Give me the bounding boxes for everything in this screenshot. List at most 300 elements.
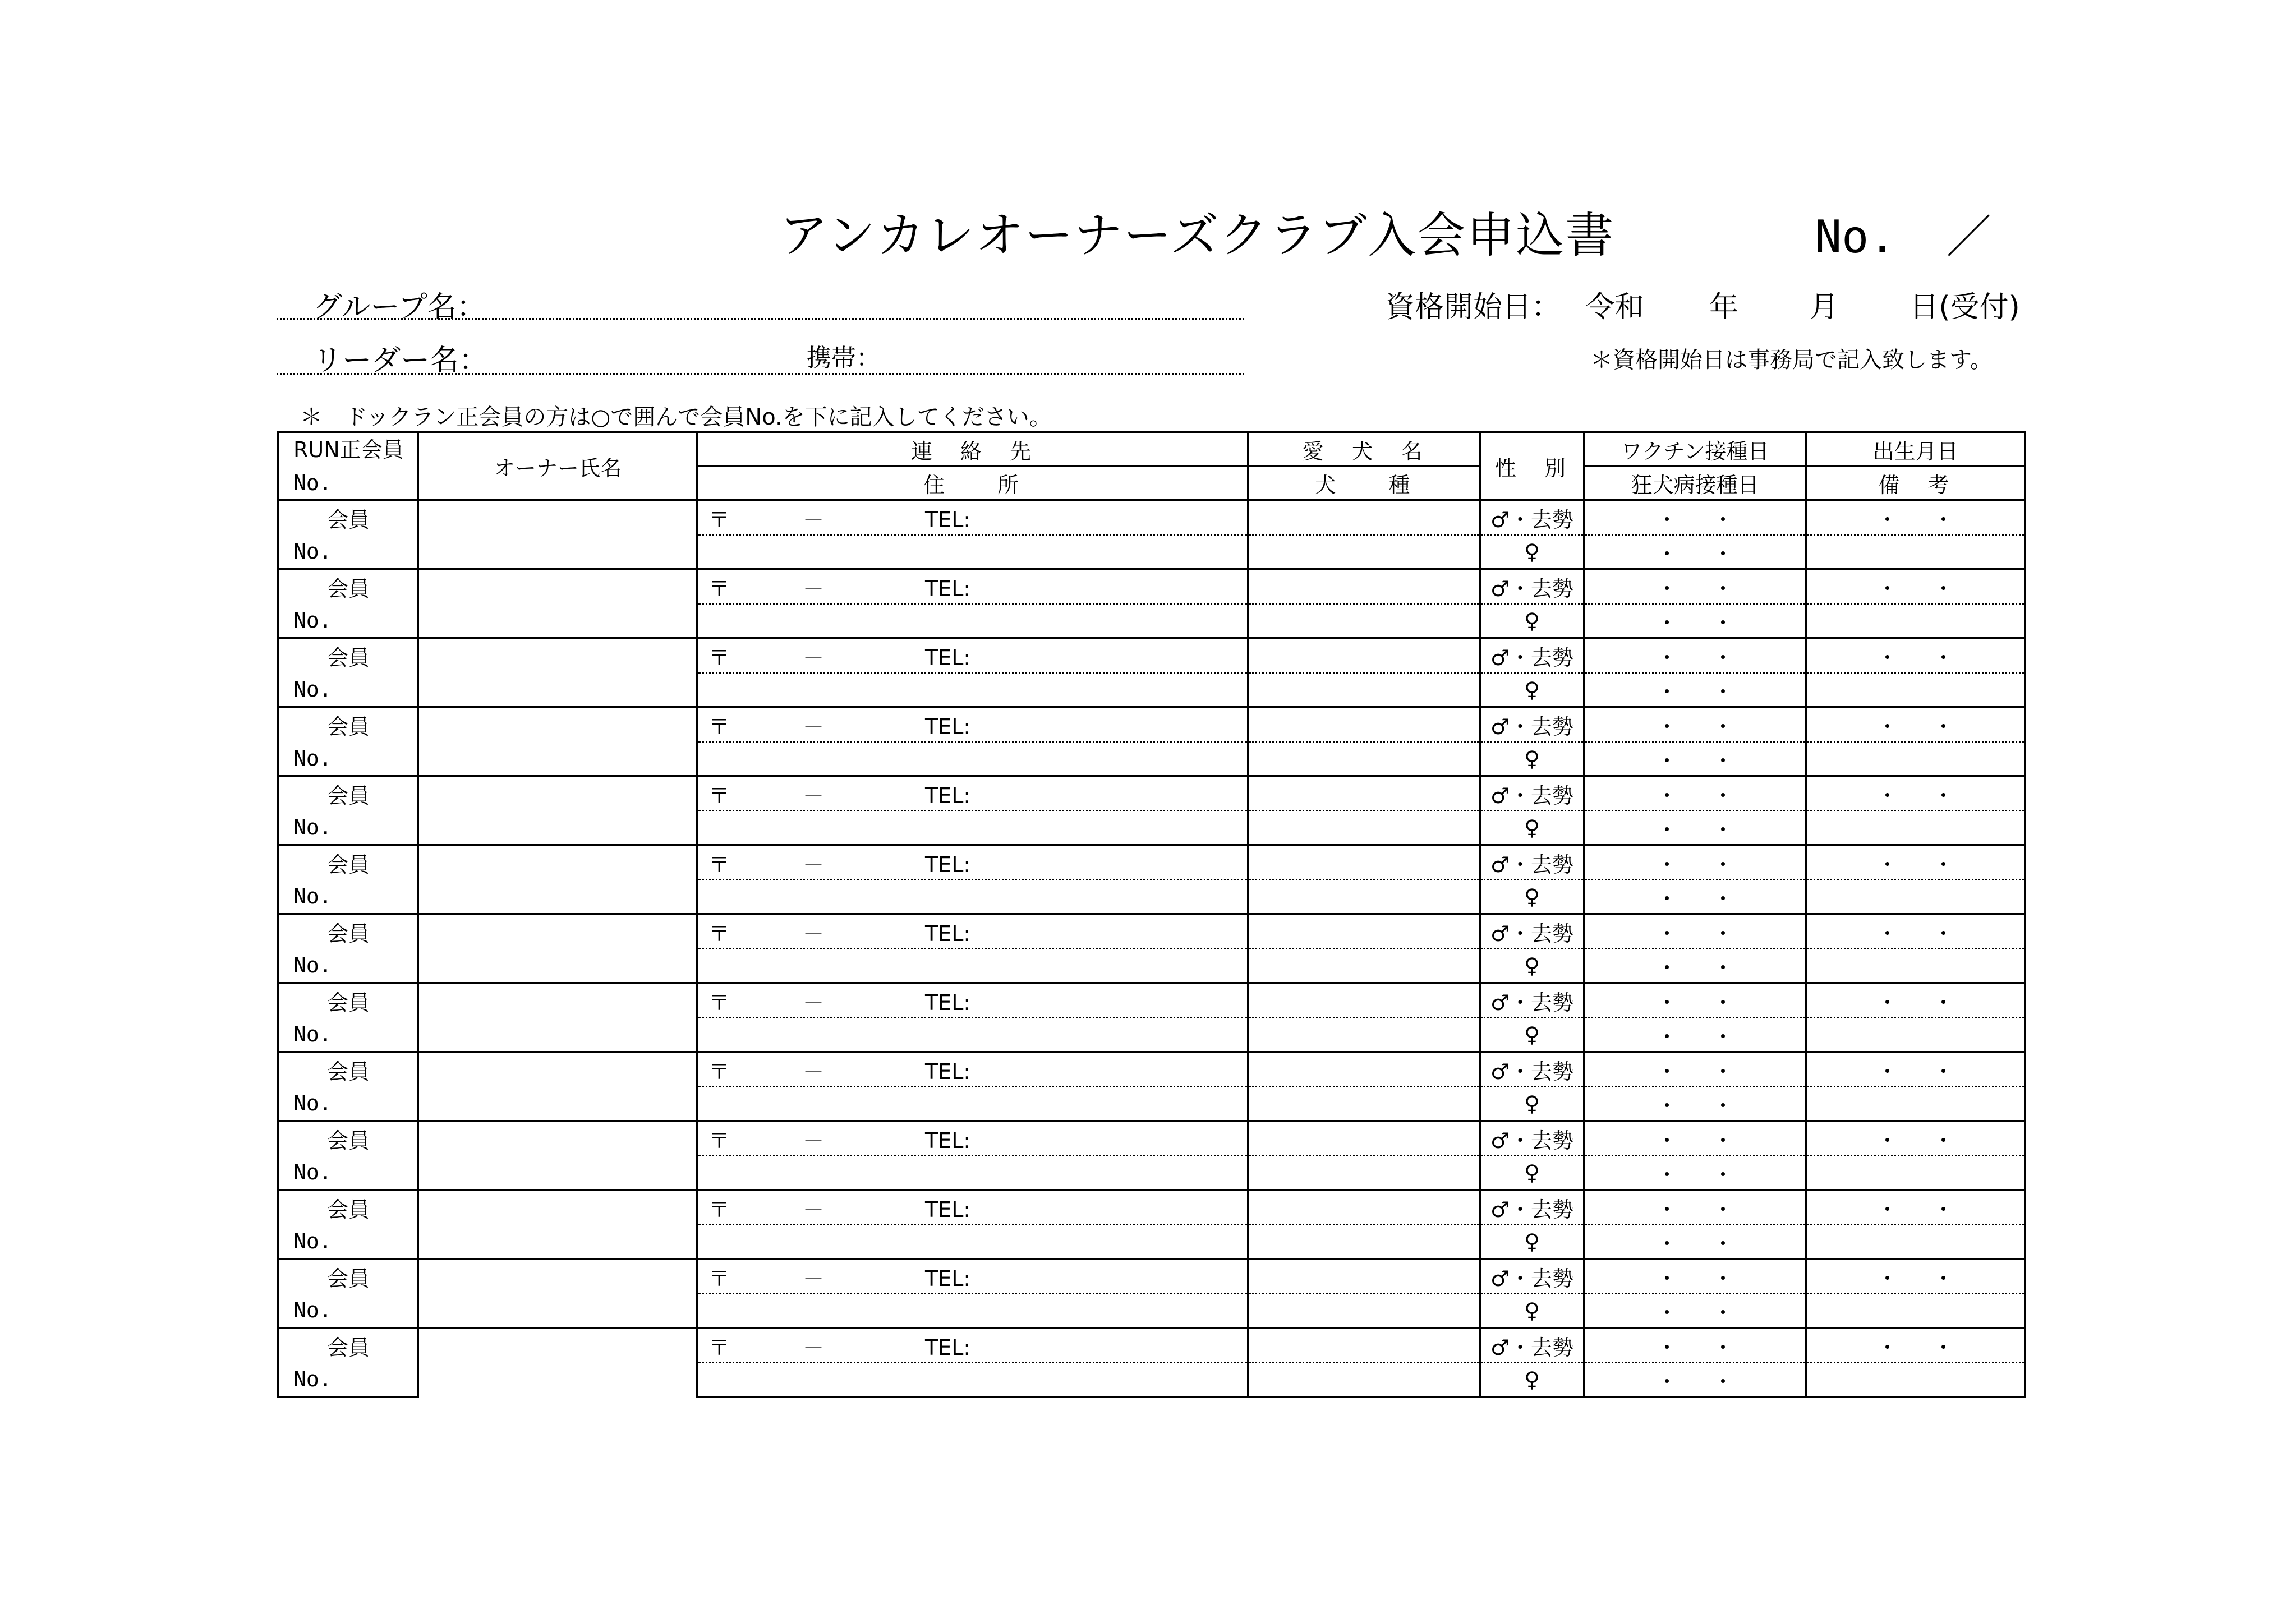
- vaccine-date-cell[interactable]: [1584, 845, 1806, 880]
- birth-date-cell[interactable]: [1806, 776, 2025, 811]
- member-no-cell[interactable]: No.: [278, 949, 418, 984]
- rabies-date-cell[interactable]: [1584, 604, 1806, 639]
- postal-mark: 〒: [708, 645, 730, 670]
- contact-cell[interactable]: [697, 569, 1248, 604]
- vaccine-date-cell[interactable]: [1584, 569, 1806, 604]
- dog-breed-cell[interactable]: [1248, 1294, 1480, 1329]
- member-label[interactable]: 会員: [278, 1121, 418, 1156]
- date-dot: ・: [1712, 1300, 1734, 1325]
- contact-cell[interactable]: [697, 707, 1248, 742]
- contact-cell[interactable]: [697, 1052, 1248, 1087]
- date-dot: ・: [1932, 990, 1954, 1015]
- sex-female-option[interactable]: ♀: [1480, 1294, 1584, 1329]
- sex-female-option[interactable]: ♀: [1480, 880, 1584, 915]
- remarks-cell[interactable]: [1806, 1156, 2025, 1191]
- date-dot: ・: [1932, 576, 1954, 601]
- remarks-cell[interactable]: [1806, 535, 2025, 570]
- member-label[interactable]: 会員: [278, 845, 418, 880]
- tel-label: TEL:: [925, 783, 971, 808]
- month-label: 月: [1809, 291, 1839, 324]
- date-dot: ・: [1656, 645, 1678, 670]
- sex-female-option[interactable]: ♀: [1480, 1087, 1584, 1122]
- header-dog-name: 愛 犬 名: [1248, 432, 1480, 466]
- application-table: [277, 431, 2026, 1398]
- mobile-label: 携帯：: [807, 344, 881, 372]
- vaccine-date-cell[interactable]: [1584, 1190, 1806, 1225]
- birth-date-cell[interactable]: [1806, 983, 2025, 1018]
- group-name-label: グループ名：: [313, 291, 486, 324]
- sex-female-option[interactable]: ♀: [1480, 673, 1584, 708]
- contact-cell[interactable]: [697, 983, 1248, 1018]
- dog-breed-cell[interactable]: [1248, 880, 1480, 915]
- contact-cell[interactable]: [697, 1328, 1248, 1363]
- vaccine-date-cell[interactable]: [1584, 776, 1806, 811]
- remarks-cell[interactable]: [1806, 742, 2025, 777]
- dog-breed-cell[interactable]: [1248, 811, 1480, 846]
- table-row: [278, 1328, 2025, 1363]
- member-no-cell[interactable]: No.: [278, 1363, 418, 1398]
- dog-breed-cell[interactable]: [1248, 673, 1480, 708]
- date-dot: ・: [1656, 990, 1678, 1015]
- date-dot: ・: [1712, 1335, 1734, 1360]
- address-cell[interactable]: [697, 880, 1248, 915]
- birth-date-cell[interactable]: [1806, 1259, 2025, 1294]
- contact-cell[interactable]: [697, 845, 1248, 880]
- address-cell[interactable]: [697, 1294, 1248, 1329]
- date-dot: ・: [1876, 645, 1898, 670]
- form-title: アンカレオーナーズクラブ入会申込書: [780, 208, 1615, 264]
- rabies-date-cell[interactable]: [1584, 1087, 1806, 1122]
- address-cell[interactable]: [697, 811, 1248, 846]
- date-dot: ・: [1932, 852, 1954, 877]
- date-dot: ・: [1712, 1024, 1734, 1049]
- date-dot: ・: [1712, 576, 1734, 601]
- header-row-1: [278, 432, 2025, 466]
- birth-date-cell[interactable]: [1806, 914, 2025, 949]
- table-row: [278, 1121, 2025, 1156]
- dog-breed-cell[interactable]: [1248, 949, 1480, 984]
- tel-label: TEL:: [925, 507, 971, 532]
- rabies-date-cell[interactable]: [1584, 742, 1806, 777]
- form-number-slash: ／: [1946, 211, 1991, 263]
- rabies-date-cell[interactable]: [1584, 673, 1806, 708]
- date-dot: ・: [1712, 886, 1734, 911]
- vaccine-date-cell[interactable]: [1584, 1121, 1806, 1156]
- date-dot: ・: [1656, 679, 1678, 704]
- table-row: [278, 707, 2025, 742]
- start-date-label: 資格開始日：: [1386, 291, 1561, 324]
- vaccine-date-cell[interactable]: [1584, 1052, 1806, 1087]
- remarks-cell[interactable]: [1806, 1363, 2025, 1398]
- rabies-date-cell[interactable]: [1584, 1294, 1806, 1329]
- date-dot: ・: [1876, 1335, 1898, 1360]
- address-cell[interactable]: [697, 1156, 1248, 1191]
- header-run-member: RUN正会員: [278, 432, 418, 466]
- member-no-cell[interactable]: No.: [278, 742, 418, 777]
- birth-date-cell[interactable]: [1806, 845, 2025, 880]
- address-cell[interactable]: [697, 535, 1248, 570]
- contact-cell[interactable]: [697, 1259, 1248, 1294]
- owner-name-cell[interactable]: [418, 1328, 697, 1397]
- birth-date-cell[interactable]: [1806, 1190, 2025, 1225]
- header-run-no: No.: [278, 466, 418, 500]
- date-dot: ・: [1876, 1059, 1898, 1084]
- sex-female-option[interactable]: ♀: [1480, 1018, 1584, 1053]
- remarks-cell[interactable]: [1806, 880, 2025, 915]
- birth-date-cell[interactable]: [1806, 569, 2025, 604]
- tel-label: TEL:: [925, 852, 971, 877]
- remarks-cell[interactable]: [1806, 811, 2025, 846]
- member-no-cell[interactable]: No.: [278, 1087, 418, 1122]
- date-dot: ・: [1656, 1059, 1678, 1084]
- address-cell[interactable]: [697, 1087, 1248, 1122]
- date-dot: ・: [1656, 852, 1678, 877]
- member-no-cell[interactable]: No.: [278, 1225, 418, 1260]
- era-label: 令和: [1585, 291, 1644, 324]
- postal-mark: 〒: [708, 1197, 730, 1222]
- contact-cell[interactable]: [697, 500, 1248, 535]
- dog-breed-cell[interactable]: [1248, 1156, 1480, 1191]
- rabies-date-cell[interactable]: [1584, 1018, 1806, 1053]
- date-dot: ・: [1712, 610, 1734, 635]
- date-dot: ・: [1656, 1266, 1678, 1291]
- postal-mark: 〒: [708, 507, 730, 532]
- date-dot: ・: [1656, 1093, 1678, 1118]
- sex-male-option[interactable]: ♂・去勢: [1480, 1328, 1584, 1363]
- sex-male-option[interactable]: ♂・去勢: [1480, 500, 1584, 535]
- member-no-cell[interactable]: No.: [278, 1018, 418, 1053]
- dog-name-cell[interactable]: [1248, 1190, 1480, 1225]
- date-dot: ・: [1656, 955, 1678, 980]
- date-dot: ・: [1932, 645, 1954, 670]
- owner-name-cell[interactable]: [418, 1190, 697, 1259]
- member-label[interactable]: 会員: [278, 1190, 418, 1225]
- sex-male-option[interactable]: ♂・去勢: [1480, 914, 1584, 949]
- date-dot: ・: [1876, 1128, 1898, 1153]
- date-dot: ・: [1656, 921, 1678, 946]
- owner-name-cell[interactable]: [418, 776, 697, 845]
- date-dot: ・: [1656, 783, 1678, 808]
- sex-female-option[interactable]: ♀: [1480, 949, 1584, 984]
- dog-breed-cell[interactable]: [1248, 1018, 1480, 1053]
- member-label[interactable]: 会員: [278, 1052, 418, 1087]
- date-dot: ・: [1712, 817, 1734, 842]
- address-cell[interactable]: [697, 604, 1248, 639]
- member-label[interactable]: 会員: [278, 707, 418, 742]
- address-cell[interactable]: [697, 1225, 1248, 1260]
- postal-mark: 〒: [708, 714, 730, 739]
- member-no-cell[interactable]: No.: [278, 673, 418, 708]
- postal-dash: －: [803, 645, 825, 670]
- date-dot: ・: [1656, 1231, 1678, 1256]
- address-cell[interactable]: [697, 1363, 1248, 1398]
- leader-name-line[interactable]: [277, 373, 1244, 375]
- rabies-date-cell[interactable]: [1584, 535, 1806, 570]
- member-label[interactable]: 会員: [278, 914, 418, 949]
- table-row: [278, 845, 2025, 880]
- date-dot: ・: [1932, 714, 1954, 739]
- sex-male-option[interactable]: ♂・去勢: [1480, 638, 1584, 673]
- remarks-cell[interactable]: [1806, 1294, 2025, 1329]
- address-cell[interactable]: [697, 1018, 1248, 1053]
- address-cell[interactable]: [697, 673, 1248, 708]
- date-dot: ・: [1656, 541, 1678, 566]
- date-dot: ・: [1712, 541, 1734, 566]
- dog-name-cell[interactable]: [1248, 983, 1480, 1018]
- date-dot: ・: [1656, 1024, 1678, 1049]
- tel-label: TEL:: [925, 1059, 971, 1084]
- member-label[interactable]: 会員: [278, 500, 418, 535]
- date-dot: ・: [1932, 783, 1954, 808]
- date-dot: ・: [1932, 507, 1954, 532]
- birth-date-cell[interactable]: [1806, 707, 2025, 742]
- date-dot: ・: [1876, 990, 1898, 1015]
- sex-male-option[interactable]: ♂・去勢: [1480, 569, 1584, 604]
- postal-dash: －: [803, 990, 825, 1015]
- dog-name-cell[interactable]: [1248, 1259, 1480, 1294]
- header-birth: 出生月日: [1806, 432, 2025, 466]
- table-row: [278, 638, 2025, 673]
- dog-breed-cell[interactable]: [1248, 604, 1480, 639]
- dog-breed-cell[interactable]: [1248, 1087, 1480, 1122]
- dog-name-cell[interactable]: [1248, 707, 1480, 742]
- remarks-cell[interactable]: [1806, 673, 2025, 708]
- date-dot: ・: [1876, 783, 1898, 808]
- remarks-cell[interactable]: [1806, 1225, 2025, 1260]
- tel-label: TEL:: [925, 1197, 971, 1222]
- dog-name-cell[interactable]: [1248, 1052, 1480, 1087]
- postal-mark: 〒: [708, 852, 730, 877]
- member-label[interactable]: 会員: [278, 983, 418, 1018]
- date-dot: ・: [1712, 1197, 1734, 1222]
- sex-male-option[interactable]: ♂・去勢: [1480, 845, 1584, 880]
- vaccine-date-cell[interactable]: [1584, 1328, 1806, 1363]
- header-vaccine: ワクチン接種日: [1584, 432, 1806, 466]
- remarks-cell[interactable]: [1806, 1018, 2025, 1053]
- date-dot: ・: [1712, 1231, 1734, 1256]
- postal-dash: －: [803, 507, 825, 532]
- address-cell[interactable]: [697, 949, 1248, 984]
- sex-female-option[interactable]: ♀: [1480, 604, 1584, 639]
- member-label[interactable]: 会員: [278, 569, 418, 604]
- postal-dash: －: [803, 1335, 825, 1360]
- owner-name-cell[interactable]: [418, 983, 697, 1052]
- postal-mark: 〒: [708, 921, 730, 946]
- tel-label: TEL:: [925, 714, 971, 739]
- sex-male-option[interactable]: ♂・去勢: [1480, 1190, 1584, 1225]
- member-no-cell[interactable]: No.: [278, 811, 418, 846]
- member-no-cell[interactable]: No.: [278, 880, 418, 915]
- owner-name-cell[interactable]: [418, 1259, 697, 1328]
- date-dot: ・: [1712, 1093, 1734, 1118]
- member-no-cell[interactable]: No.: [278, 1156, 418, 1191]
- table-row: [278, 1190, 2025, 1225]
- dog-breed-cell[interactable]: [1248, 1363, 1480, 1398]
- dog-name-cell[interactable]: [1248, 845, 1480, 880]
- postal-dash: －: [803, 1059, 825, 1084]
- member-no-cell[interactable]: No.: [278, 535, 418, 570]
- date-dot: ・: [1876, 1266, 1898, 1291]
- tel-label: TEL:: [925, 1266, 971, 1291]
- owner-name-cell[interactable]: [418, 707, 697, 776]
- dog-breed-cell[interactable]: [1248, 1225, 1480, 1260]
- owner-name-cell[interactable]: [418, 1052, 697, 1121]
- sex-male-option[interactable]: ♂・去勢: [1480, 1121, 1584, 1156]
- postal-dash: －: [803, 921, 825, 946]
- rabies-date-cell[interactable]: [1584, 1225, 1806, 1260]
- rabies-date-cell[interactable]: [1584, 1363, 1806, 1398]
- postal-dash: －: [803, 783, 825, 808]
- birth-date-cell[interactable]: [1806, 638, 2025, 673]
- postal-mark: 〒: [708, 1128, 730, 1153]
- table-row: [278, 914, 2025, 949]
- tel-label: TEL:: [925, 1128, 971, 1153]
- date-dot: ・: [1656, 1128, 1678, 1153]
- contact-cell[interactable]: [697, 1190, 1248, 1225]
- date-dot: ・: [1712, 955, 1734, 980]
- sex-male-option[interactable]: ♂・去勢: [1480, 983, 1584, 1018]
- postal-dash: －: [803, 714, 825, 739]
- postal-dash: －: [803, 1266, 825, 1291]
- sex-female-option[interactable]: ♀: [1480, 535, 1584, 570]
- vaccine-date-cell[interactable]: [1584, 500, 1806, 535]
- date-dot: ・: [1656, 507, 1678, 532]
- dog-name-cell[interactable]: [1248, 569, 1480, 604]
- rabies-date-cell[interactable]: [1584, 949, 1806, 984]
- contact-cell[interactable]: [697, 1121, 1248, 1156]
- date-dot: ・: [1656, 1335, 1678, 1360]
- owner-name-cell[interactable]: [418, 914, 697, 983]
- remarks-cell[interactable]: [1806, 604, 2025, 639]
- contact-cell[interactable]: [697, 638, 1248, 673]
- sex-female-option[interactable]: ♀: [1480, 811, 1584, 846]
- dog-name-cell[interactable]: [1248, 1328, 1480, 1363]
- owner-name-cell[interactable]: [418, 845, 697, 914]
- vaccine-date-cell[interactable]: [1584, 707, 1806, 742]
- postal-mark: 〒: [708, 783, 730, 808]
- date-dot: ・: [1876, 576, 1898, 601]
- member-no-cell[interactable]: No.: [278, 604, 418, 639]
- date-dot: ・: [1656, 1162, 1678, 1187]
- member-label[interactable]: 会員: [278, 638, 418, 673]
- date-dot: ・: [1712, 1059, 1734, 1084]
- rabies-date-cell[interactable]: [1584, 1156, 1806, 1191]
- group-name-line[interactable]: [277, 318, 1244, 320]
- vaccine-date-cell[interactable]: [1584, 983, 1806, 1018]
- date-dot: ・: [1876, 714, 1898, 739]
- header-sex: 性 別: [1480, 432, 1584, 500]
- date-dot: ・: [1656, 886, 1678, 911]
- sex-female-option[interactable]: ♀: [1480, 1156, 1584, 1191]
- rabies-date-cell[interactable]: [1584, 811, 1806, 846]
- birth-date-cell[interactable]: [1806, 1121, 2025, 1156]
- member-label[interactable]: 会員: [278, 1328, 418, 1363]
- sex-female-option[interactable]: ♀: [1480, 742, 1584, 777]
- date-dot: ・: [1656, 576, 1678, 601]
- postal-mark: 〒: [708, 1335, 730, 1360]
- start-date: [1386, 283, 2020, 325]
- dog-name-cell[interactable]: [1248, 776, 1480, 811]
- form-number: [1815, 201, 1991, 265]
- date-dot: ・: [1712, 714, 1734, 739]
- sex-male-option[interactable]: ♂・去勢: [1480, 776, 1584, 811]
- owner-name-cell[interactable]: [418, 638, 697, 707]
- date-dot: ・: [1712, 645, 1734, 670]
- owner-name-cell[interactable]: [418, 569, 697, 638]
- dog-name-cell[interactable]: [1248, 914, 1480, 949]
- member-no-cell[interactable]: No.: [278, 1294, 418, 1329]
- address-cell[interactable]: [697, 742, 1248, 777]
- form-number-label: No.: [1815, 211, 1896, 263]
- dog-name-cell[interactable]: [1248, 500, 1480, 535]
- date-dot: ・: [1656, 1300, 1678, 1325]
- header-contact: 連 絡 先: [697, 432, 1248, 466]
- remarks-cell[interactable]: [1806, 949, 2025, 984]
- date-dot: ・: [1932, 1059, 1954, 1084]
- rabies-date-cell[interactable]: [1584, 880, 1806, 915]
- vaccine-date-cell[interactable]: [1584, 1259, 1806, 1294]
- date-dot: ・: [1876, 921, 1898, 946]
- date-dot: ・: [1712, 1162, 1734, 1187]
- table-row: [278, 500, 2025, 535]
- sex-male-option[interactable]: ♂・去勢: [1480, 1259, 1584, 1294]
- date-dot: ・: [1656, 817, 1678, 842]
- header-dog-breed: 犬 種: [1248, 466, 1480, 500]
- sex-female-option[interactable]: ♀: [1480, 1225, 1584, 1260]
- date-dot: ・: [1712, 679, 1734, 704]
- date-dot: ・: [1712, 852, 1734, 877]
- vaccine-date-cell[interactable]: [1584, 638, 1806, 673]
- date-dot: ・: [1876, 1197, 1898, 1222]
- postal-dash: －: [803, 1128, 825, 1153]
- birth-date-cell[interactable]: [1806, 500, 2025, 535]
- date-dot: ・: [1932, 1197, 1954, 1222]
- member-label[interactable]: 会員: [278, 1259, 418, 1294]
- date-dot: ・: [1712, 1128, 1734, 1153]
- date-dot: ・: [1712, 1266, 1734, 1291]
- table-row: [278, 569, 2025, 604]
- dog-name-cell[interactable]: [1248, 1121, 1480, 1156]
- sex-male-option[interactable]: ♂・去勢: [1480, 1052, 1584, 1087]
- postal-dash: －: [803, 1197, 825, 1222]
- sex-female-option[interactable]: ♀: [1480, 1363, 1584, 1398]
- sex-male-option[interactable]: ♂・去勢: [1480, 707, 1584, 742]
- owner-name-cell[interactable]: [418, 500, 697, 569]
- tel-label: TEL:: [925, 921, 971, 946]
- birth-date-cell[interactable]: [1806, 1052, 2025, 1087]
- member-label[interactable]: 会員: [278, 776, 418, 811]
- contact-cell[interactable]: [697, 776, 1248, 811]
- contact-cell[interactable]: [697, 914, 1248, 949]
- date-dot: ・: [1932, 1335, 1954, 1360]
- header-rabies: 狂犬病接種日: [1584, 466, 1806, 500]
- vaccine-date-cell[interactable]: [1584, 914, 1806, 949]
- date-dot: ・: [1712, 748, 1734, 773]
- dog-name-cell[interactable]: [1248, 638, 1480, 673]
- postal-mark: 〒: [708, 1266, 730, 1291]
- remarks-cell[interactable]: [1806, 1087, 2025, 1122]
- postal-mark: 〒: [708, 1059, 730, 1084]
- leader-name-label: リーダー名：: [313, 344, 489, 377]
- date-dot: ・: [1712, 990, 1734, 1015]
- dog-breed-cell[interactable]: [1248, 742, 1480, 777]
- tel-label: TEL:: [925, 576, 971, 601]
- dog-breed-cell[interactable]: [1248, 535, 1480, 570]
- postal-dash: －: [803, 852, 825, 877]
- owner-name-cell[interactable]: [418, 1121, 697, 1190]
- table-row: [278, 776, 2025, 811]
- birth-date-cell[interactable]: [1806, 1328, 2025, 1363]
